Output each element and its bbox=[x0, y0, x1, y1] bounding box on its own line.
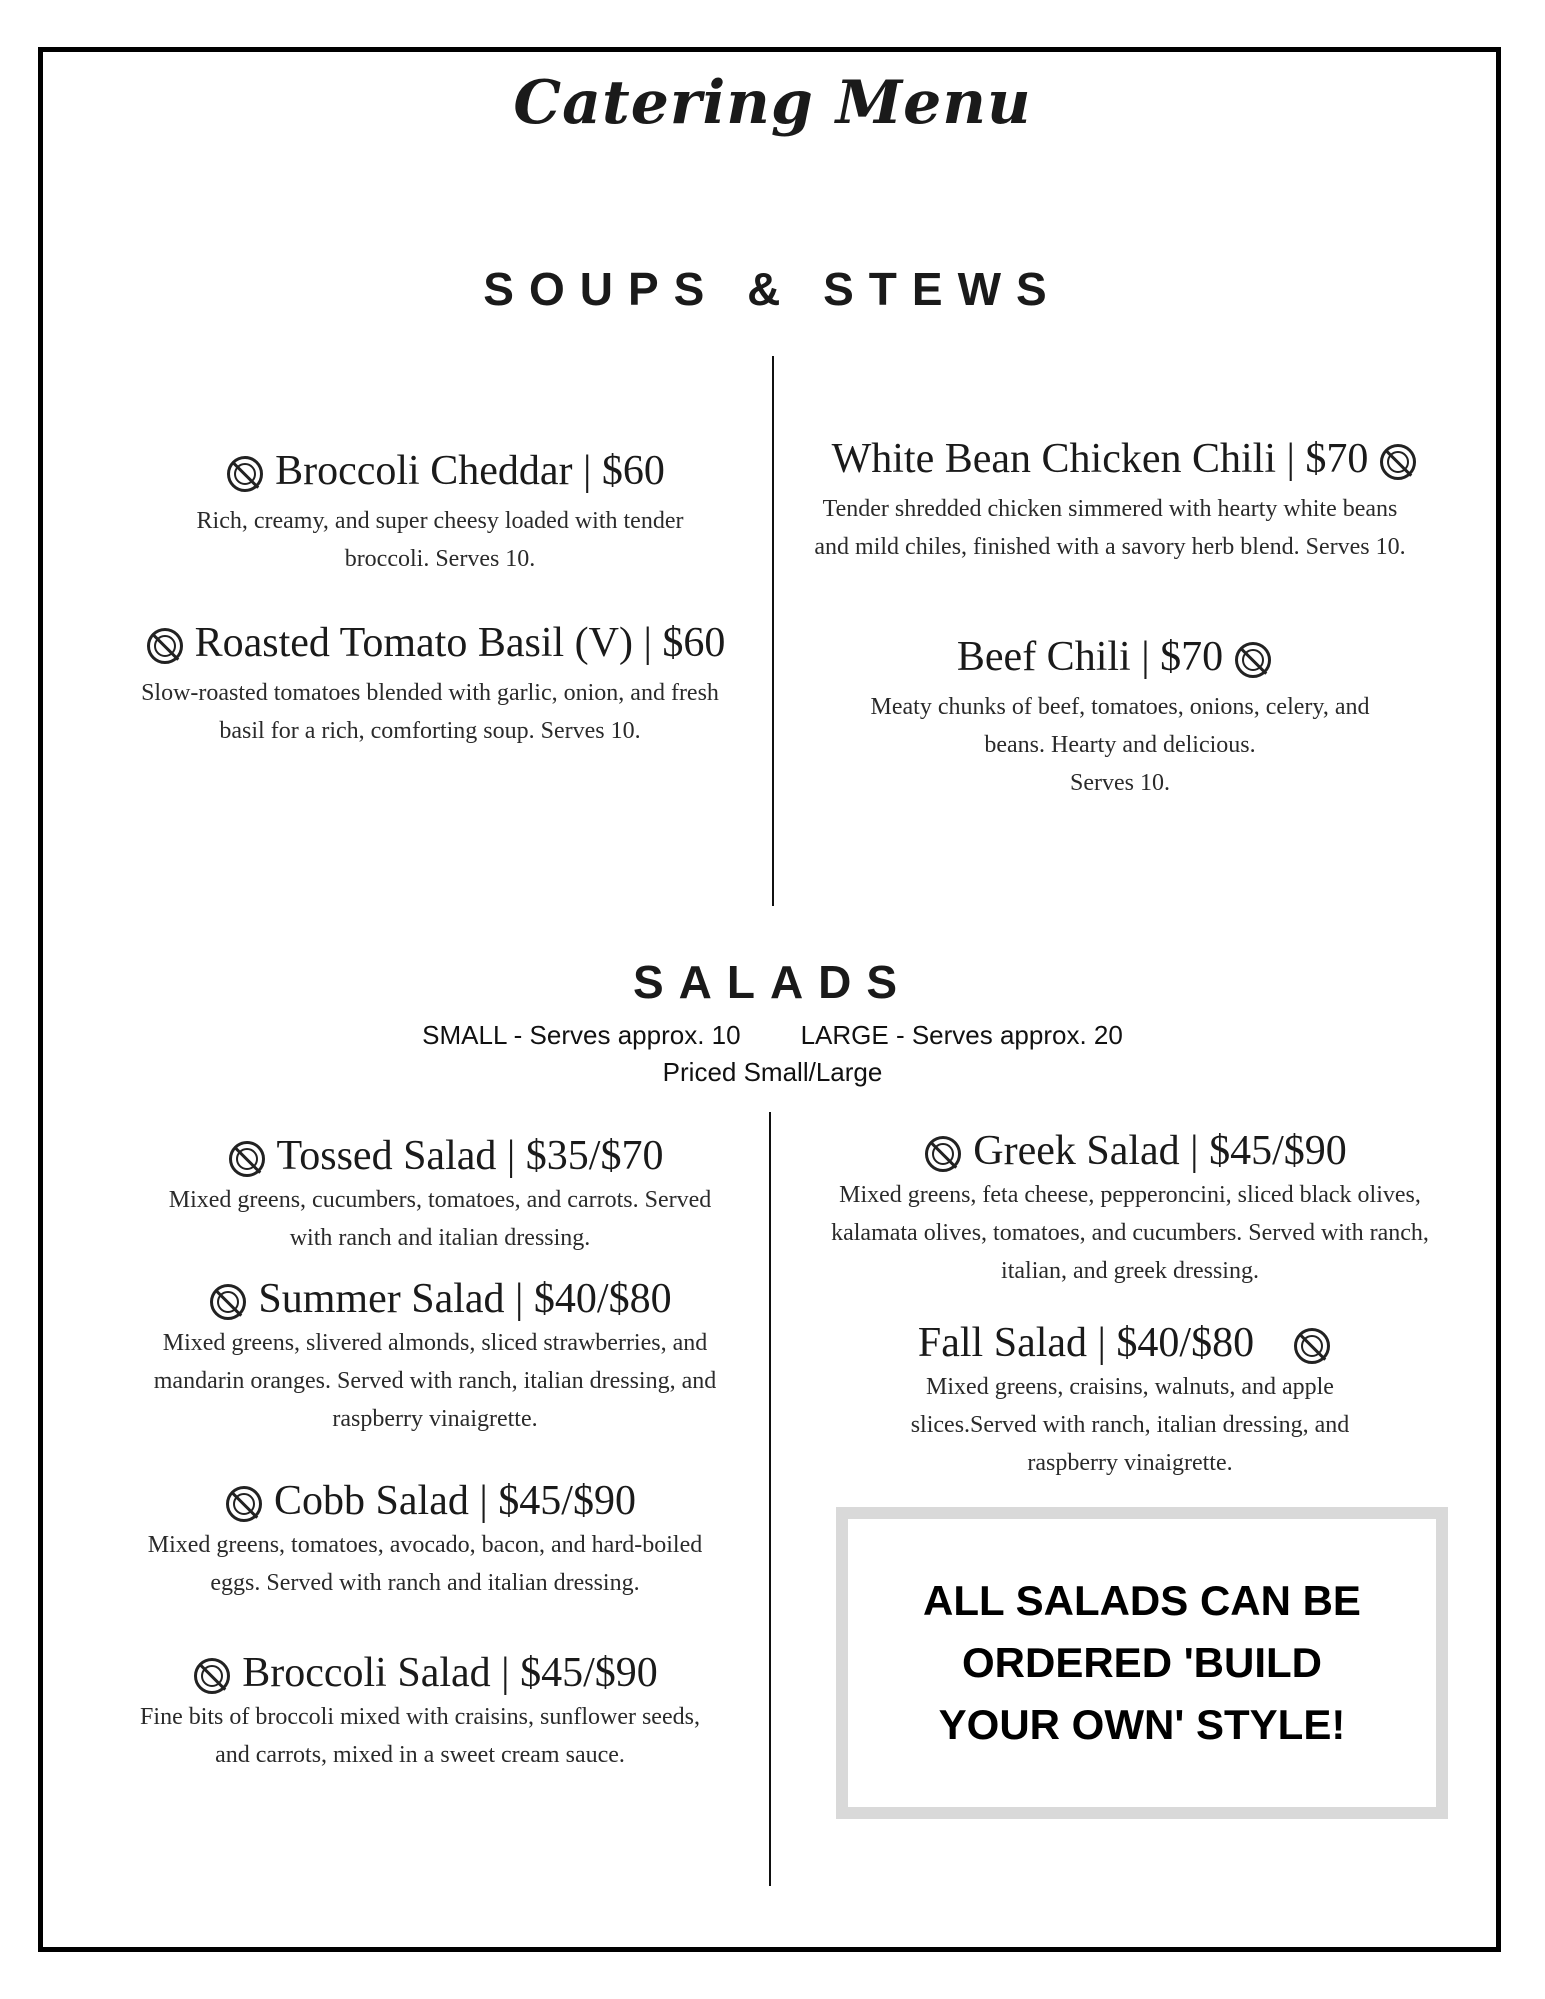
desc-line: Serves 10. bbox=[1070, 770, 1170, 797]
salads-divider bbox=[769, 1112, 771, 1886]
menu-item-greek-salad bbox=[820, 1128, 1440, 1290]
item-description: Slow-roasted tomatoes blended with garlic, onion, and fresh basil for a rich, comforting soup. Serves 10. bbox=[141, 680, 719, 745]
item-name: Fall Salad | $40/$80 bbox=[917, 1320, 1255, 1366]
menu-item-broccoli-cheddar bbox=[120, 448, 760, 578]
soups-divider bbox=[772, 356, 774, 906]
item-name: Beef Chili | $70 bbox=[956, 634, 1224, 680]
menu-item-roasted-tomato-basil bbox=[100, 620, 760, 750]
menu-item-white-bean-chicken-chili bbox=[810, 436, 1450, 566]
gluten-free-icon bbox=[1235, 642, 1271, 678]
item-description: Rich, creamy, and super cheesy loaded with tender broccoli. Serves 10. bbox=[196, 508, 684, 573]
menu-item-beef-chili bbox=[820, 634, 1420, 802]
item-description bbox=[840, 688, 1400, 802]
item-description: Mixed greens, slivered almonds, sliced strawberries, and mandarin oranges. Served with ranch, italian dressing, and raspberry vinaigrette. bbox=[153, 1330, 717, 1433]
item-name: Broccoli Cheddar | $60 bbox=[275, 448, 665, 494]
item-description: Fine bits of broccoli mixed with craisins, sunflower seeds, and carrots, mixed in a sweet cream sauce. bbox=[140, 1704, 700, 1769]
menu-item-cobb-salad bbox=[110, 1478, 740, 1602]
gluten-free-icon bbox=[925, 1136, 961, 1172]
salad-sizes bbox=[0, 1020, 1545, 1051]
salad-size-large: LARGE - Serves approx. 20 bbox=[800, 1020, 1123, 1050]
menu-item-fall-salad bbox=[830, 1320, 1430, 1482]
item-description: Mixed greens, cucumbers, tomatoes, and carrots. Served with ranch and italian dressing. bbox=[168, 1187, 712, 1252]
salad-pricing-note: Priced Small/Large bbox=[662, 1057, 883, 1087]
item-name: Roasted Tomato Basil (V) | $60 bbox=[194, 620, 726, 666]
desc-line: Meaty chunks of beef, tomatoes, onions, celery, and beans. Hearty and delicious. bbox=[870, 694, 1370, 759]
soups-heading: SOUPS & STEWS bbox=[483, 263, 1062, 315]
item-name: Tossed Salad | $35/$70 bbox=[276, 1133, 664, 1179]
salad-size-small: SMALL - Serves approx. 10 bbox=[422, 1020, 741, 1050]
item-description: Mixed greens, craisins, walnuts, and apple slices.Served with ranch, italian dressing, and raspberry vinaigrette. bbox=[910, 1374, 1350, 1477]
gluten-free-icon bbox=[1294, 1328, 1330, 1364]
menu-item-summer-salad bbox=[110, 1276, 760, 1438]
item-name: Greek Salad | $45/$90 bbox=[973, 1128, 1347, 1174]
item-name: Broccoli Salad | $45/$90 bbox=[242, 1650, 658, 1696]
gluten-free-icon bbox=[147, 628, 183, 664]
gluten-free-icon bbox=[226, 1486, 262, 1522]
salads-heading: SALADS bbox=[632, 956, 913, 1008]
item-description: Mixed greens, feta cheese, pepperoncini, sliced black olives, kalamata olives, tomatoes, and cucumbers. Served with ranch, italian, and greek dressing. bbox=[831, 1182, 1429, 1285]
gluten-free-icon bbox=[194, 1658, 230, 1694]
item-description: Mixed greens, tomatoes, avocado, bacon, and hard-boiled eggs. Served with ranch and italian dressing. bbox=[147, 1532, 703, 1597]
item-name: Summer Salad | $40/$80 bbox=[258, 1276, 672, 1322]
gluten-free-icon bbox=[1380, 444, 1416, 480]
menu-title: Catering Menu bbox=[513, 68, 1032, 138]
menu-item-tossed-salad bbox=[120, 1133, 760, 1257]
item-description: Tender shredded chicken simmered with hearty white beans and mild chiles, finished with a savory herb blend. Serves 10. bbox=[814, 496, 1406, 561]
gluten-free-icon bbox=[210, 1284, 246, 1320]
menu-item-broccoli-salad bbox=[100, 1650, 740, 1774]
gluten-free-icon bbox=[227, 456, 263, 492]
gluten-free-icon bbox=[229, 1141, 265, 1177]
item-name: Cobb Salad | $45/$90 bbox=[274, 1478, 636, 1524]
note-text: ALL SALADS CAN BE ORDERED 'BUILD YOUR OWN' STYLE! bbox=[923, 1577, 1361, 1748]
build-your-own-note bbox=[836, 1507, 1448, 1819]
item-name: White Bean Chicken Chili | $70 bbox=[831, 436, 1369, 482]
